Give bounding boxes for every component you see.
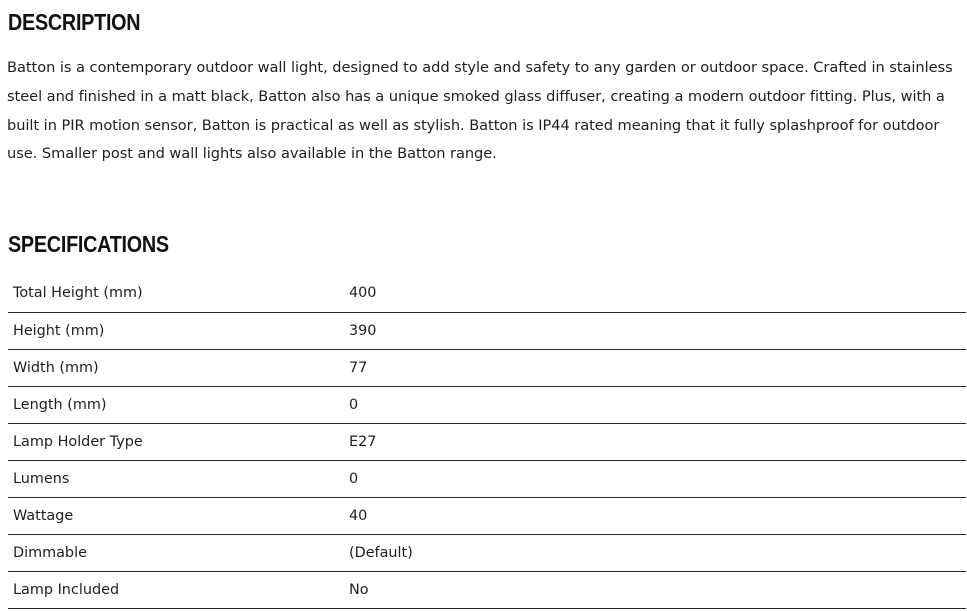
- table-row: [8, 312, 966, 349]
- description-heading: DESCRIPTION: [8, 9, 141, 35]
- spec-value: (Default): [344, 534, 966, 571]
- spec-value: 40: [344, 497, 966, 534]
- spec-label: Lumens: [8, 460, 344, 497]
- specifications-heading: SPECIFICATIONS: [8, 231, 169, 257]
- table-row: [8, 460, 966, 497]
- spec-label: Lamp Holder Type: [8, 423, 344, 460]
- table-row: [8, 497, 966, 534]
- spec-label: Lamp Included: [8, 571, 344, 608]
- specifications-table: [8, 275, 966, 609]
- spec-label: Wattage: [8, 497, 344, 534]
- table-row: [8, 349, 966, 386]
- spec-value: 77: [344, 349, 966, 386]
- table-row: [8, 534, 966, 571]
- spec-value: 0: [344, 460, 966, 497]
- table-row: [8, 275, 966, 312]
- spec-value: E27: [344, 423, 966, 460]
- spec-label: Total Height (mm): [8, 275, 344, 312]
- table-row: [8, 423, 966, 460]
- table-row: [8, 386, 966, 423]
- spec-label: Height (mm): [8, 312, 344, 349]
- table-row: [8, 571, 966, 608]
- spec-label: Dimmable: [8, 534, 344, 571]
- description-text: Batton is a contemporary outdoor wall light, designed to add style and safety to any garden or outdoor space. Crafted in stainless steel and finished in a matt black, Batton also has a unique smoked glass diffuser, creating a modern outdoor fitting. Plus, with a built in PIR motion sensor, Batton is practical as well as stylish. Batton is IP44 rated meaning that it fully splashproof for outdoor use. Smaller post and wall lights also available in the Batton range.: [7, 59, 953, 163]
- spec-label: Width (mm): [8, 349, 344, 386]
- spec-value: 400: [344, 275, 966, 312]
- spec-value: No: [344, 571, 966, 608]
- spec-label: Length (mm): [8, 386, 344, 423]
- spec-value: 0: [344, 386, 966, 423]
- spec-value: 390: [344, 312, 966, 349]
